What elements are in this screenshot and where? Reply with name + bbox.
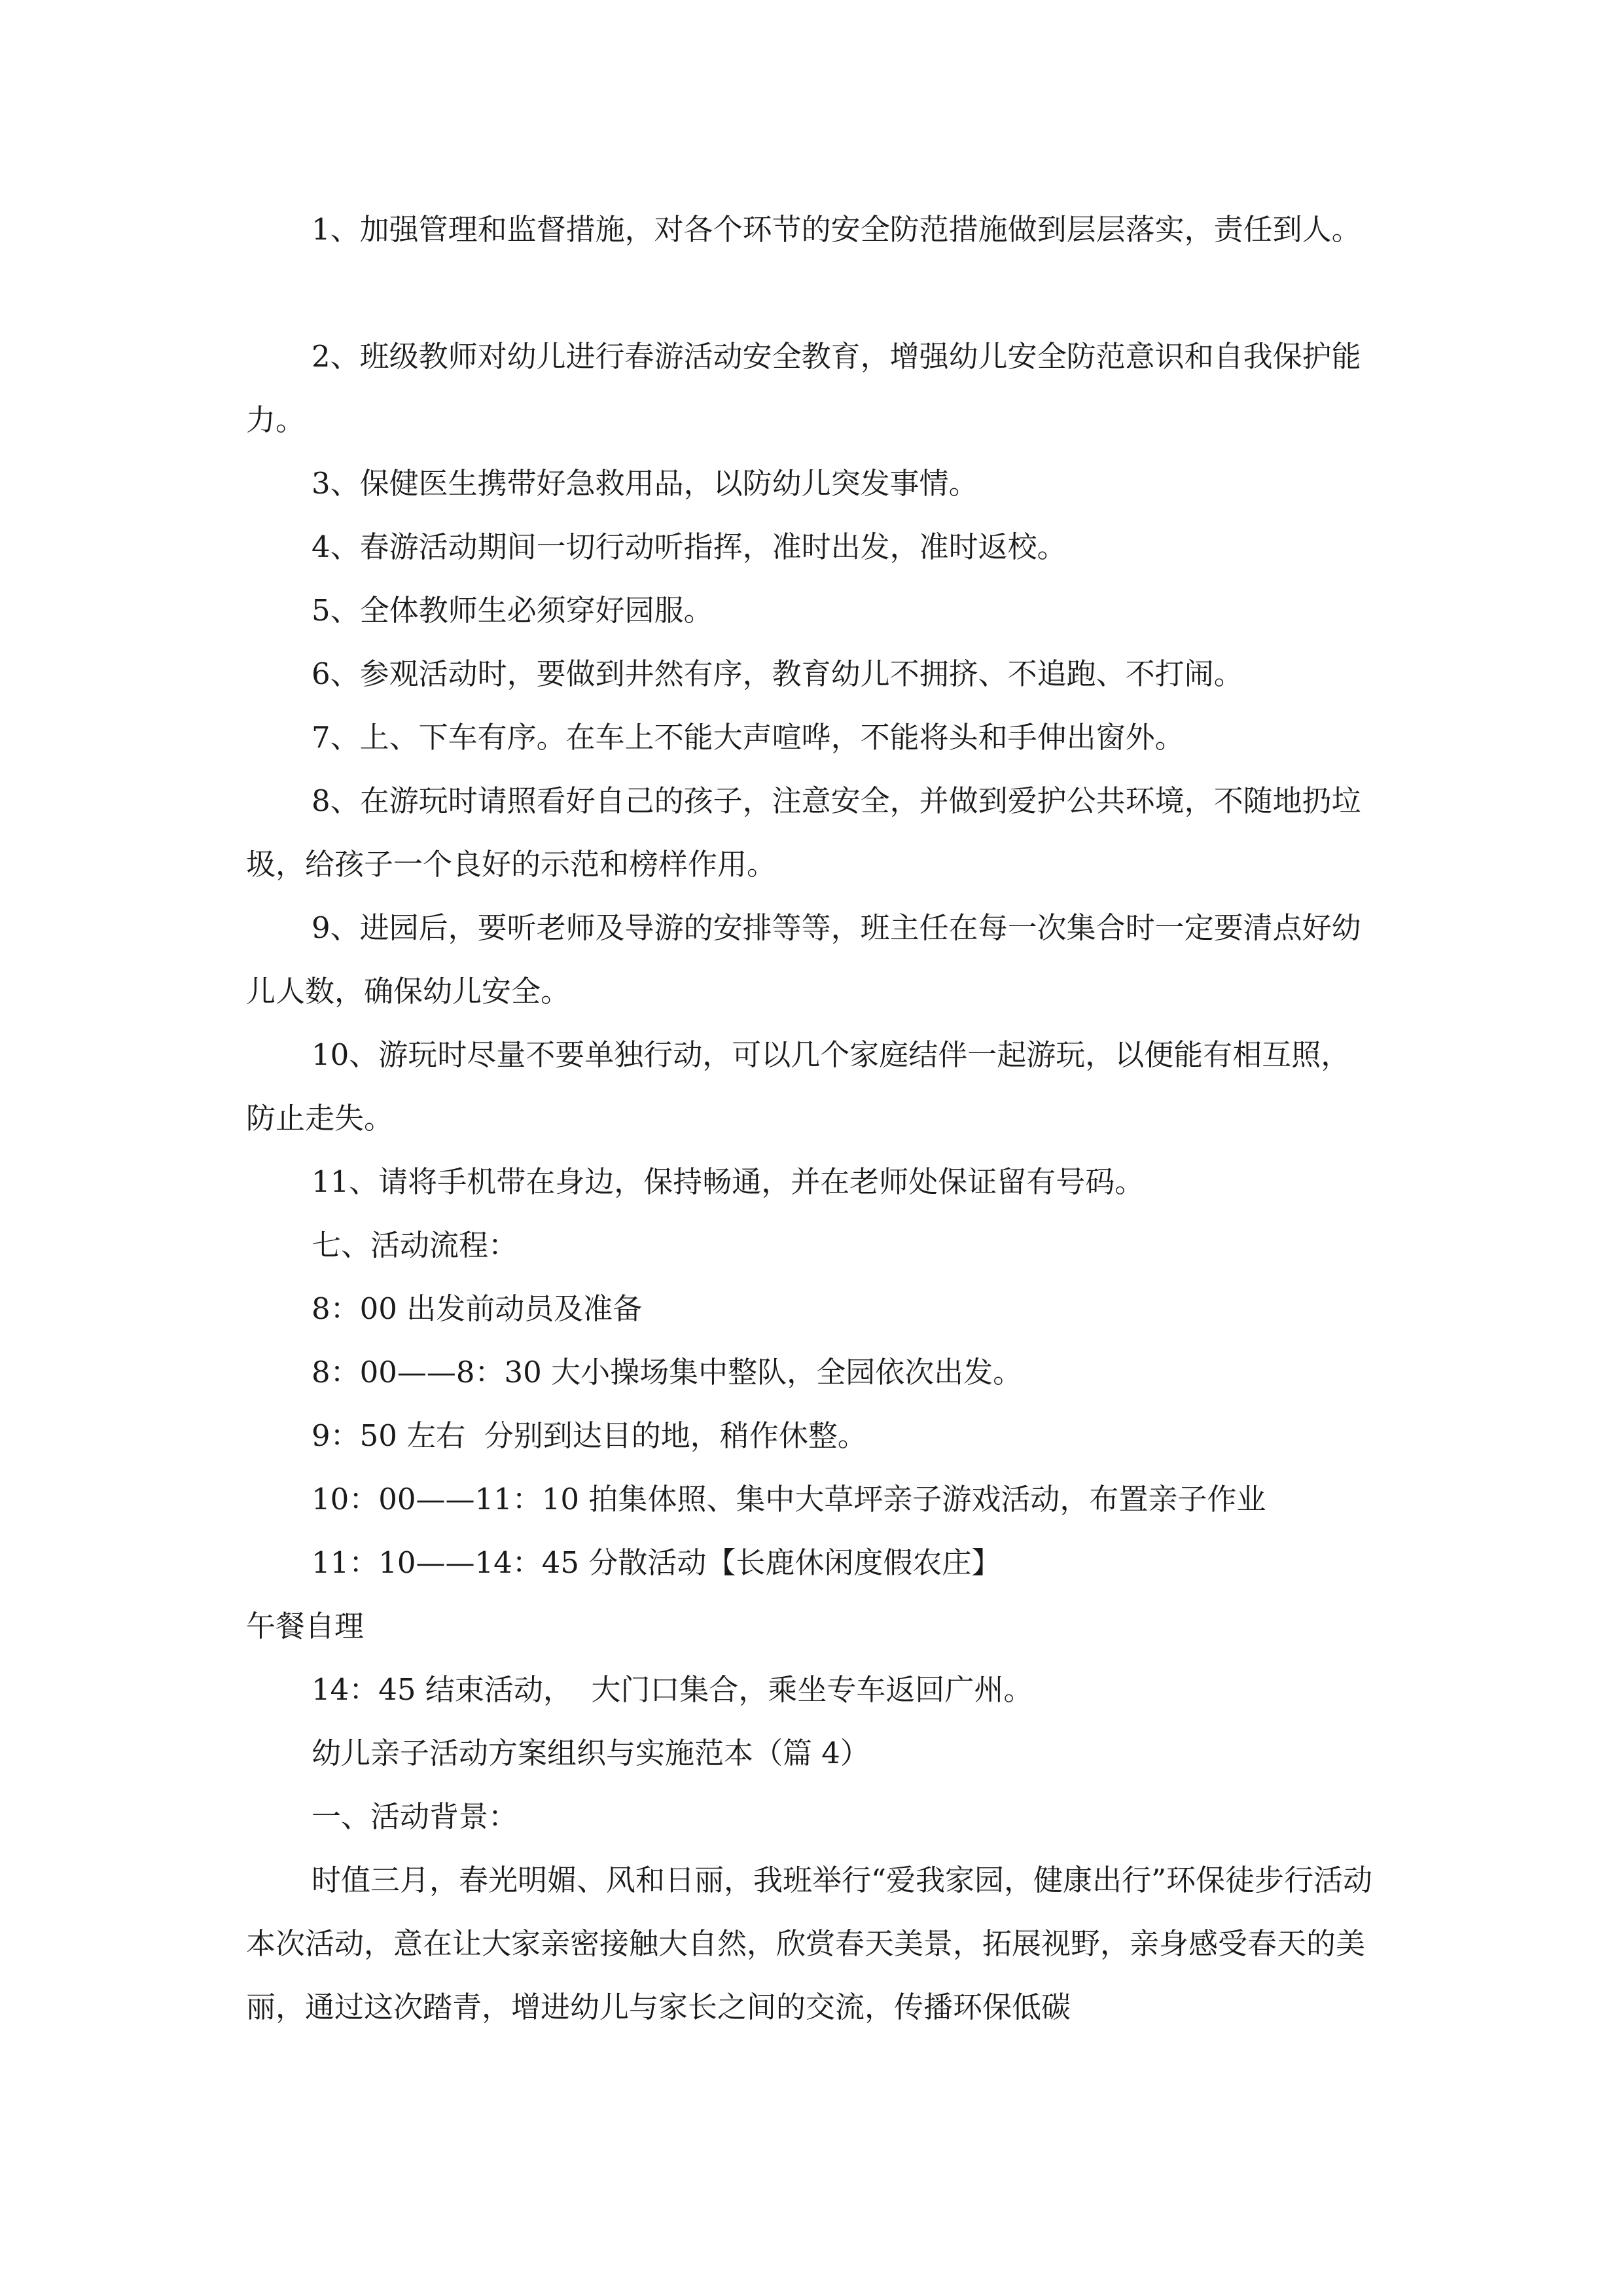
paragraph-safety-9: 9、进园后，要听老师及导游的安排等等，班主任在每一次集合时一定要清点好幼儿人数，确保幼儿安全。 <box>246 910 1361 1009</box>
paragraph-safety-5: 5、全体教师生必须穿好园服。 <box>312 593 713 628</box>
document-section-title: 幼儿亲子活动方案组织与实施范本（篇 4） <box>312 1736 870 1770</box>
schedule-item-5: 11：10——14：45 分散活动【长鹿休闲度假农庄】 <box>312 1545 1001 1580</box>
paragraph-safety-8: 8、在游玩时请照看好自己的孩子，注意安全，并做到爱护公共环境，不随地扔垃圾，给孩子一个良好的示范和榜样作用。 <box>246 783 1361 882</box>
schedule-item-lunch: 午餐自理 <box>246 1609 365 1643</box>
paragraph-safety-4: 4、春游活动期间一切行动听指挥，准时出发，准时返校。 <box>312 529 1067 564</box>
paragraph-safety-7: 7、上、下车有序。在车上不能大声喧哗，不能将头和手伸出窗外。 <box>312 720 1185 755</box>
paragraph-safety-2: 2、班级教师对幼儿进行春游活动安全教育，增强幼儿安全防范意识和自我保护能力。 <box>246 339 1361 437</box>
schedule-item-4: 10：00——11：10 拍集体照、集中大草坪亲子游戏活动，布置亲子作业 <box>312 1482 1266 1516</box>
section-heading-schedule: 七、活动流程： <box>312 1228 518 1263</box>
section-heading-background: 一、活动背景： <box>312 1799 518 1834</box>
paragraph-safety-1: 1、加强管理和监督措施，对各个环节的安全防范措施做到层层落实，责任到人。 <box>312 212 1361 247</box>
paragraph-safety-6: 6、参观活动时，要做到井然有序，教育幼儿不拥挤、不追跑、不打闹。 <box>312 656 1243 691</box>
schedule-item-6: 14：45 结束活动， 大门口集合，乘坐专车返回广州。 <box>312 1672 1033 1707</box>
paragraph-safety-11: 11、请将手机带在身边，保持畅通，并在老师处保证留有号码。 <box>312 1164 1145 1199</box>
schedule-item-1: 8：00 出发前动员及准备 <box>312 1291 643 1326</box>
paragraph-safety-3: 3、保健医生携带好急救用品，以防幼儿突发事情。 <box>312 466 978 501</box>
schedule-item-2: 8：00——8：30 大小操场集中整队，全园依次出发。 <box>312 1355 1023 1390</box>
paragraph-background: 时值三月，春光明媚、风和日丽，我班举行“爱我家园，健康出行”环保徒步行活动本次活动，意在让大家亲密接触大自然，欣赏春天美景，拓展视野，亲身感受春天的美丽，通过这次踏青，增进幼儿与家长之间的交流，传播环保低碳 <box>246 1863 1373 2024</box>
paragraph-safety-10: 10、游玩时尽量不要单独行动，可以几个家庭结伴一起游玩，以便能有相互照，防止走失。 <box>246 1037 1351 1136</box>
schedule-item-3: 9：50 左右 分别到达目的地，稍作休整。 <box>312 1418 867 1453</box>
